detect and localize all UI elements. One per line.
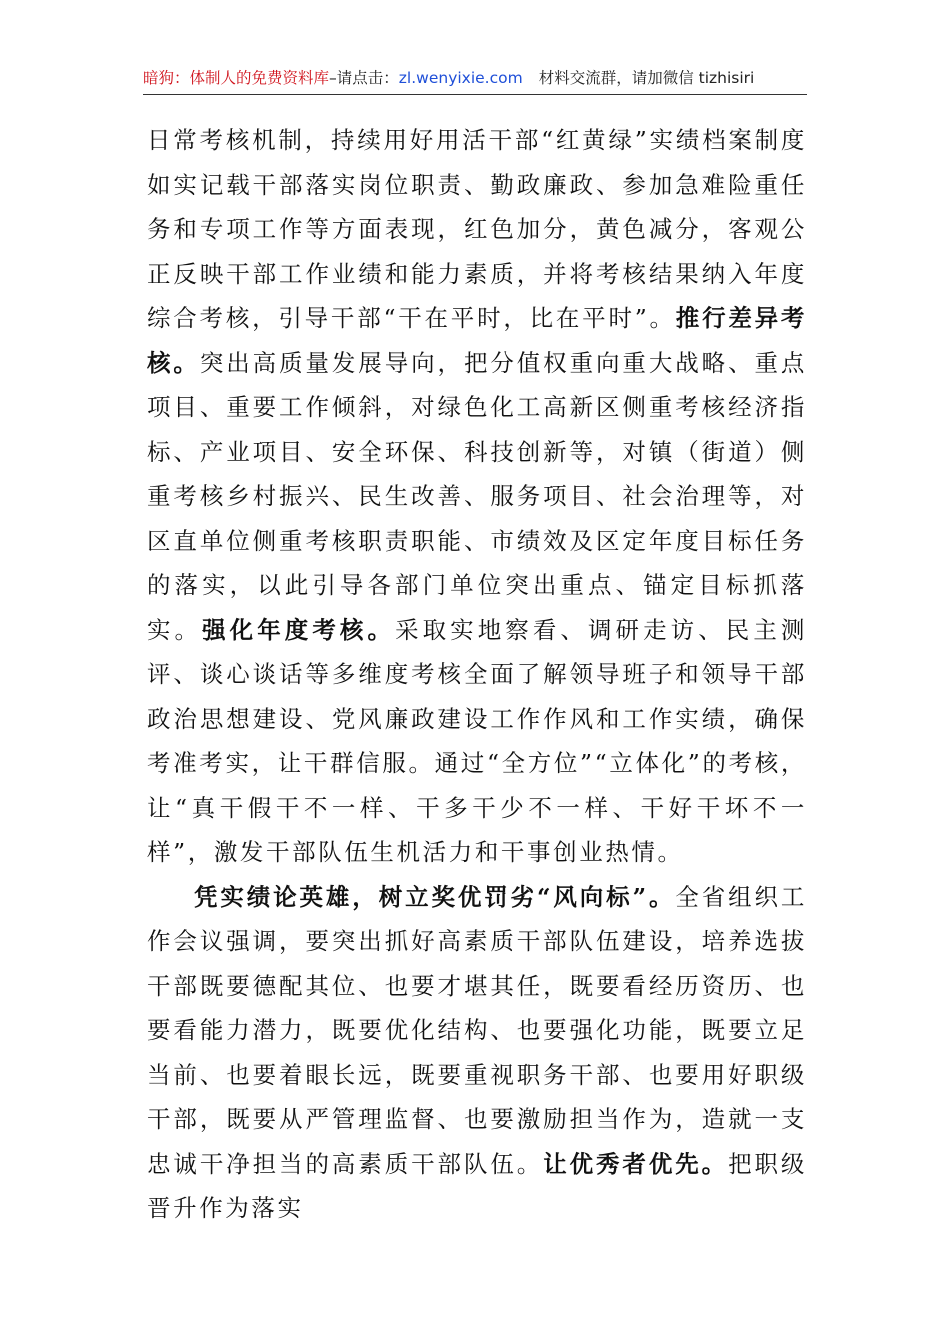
- bold-heading: 推行差异考核。: [147, 304, 807, 377]
- text-run: 突出高质量发展导向，把分值权重向重大战略、重点项目、重要工作倾斜，对绿色化工高新区侧重考核经济指标、产业项目、安全环保、科技创新等，对镇（街道）侧重考核乡村振兴、民生改善、服务项目、社会治理等，对区直单位侧重考核职责职能、市绩效及区定年度目标任务的落实，以此引导各部门单位突出重点、锚定目标抓落实。: [147, 348, 807, 644]
- bold-heading: 强化年度考核。: [202, 615, 396, 644]
- text-run: 全省组织工作会议强调，要突出抓好高素质干部队伍建设，培养选拔干部既要德配其位、也要才堪其任，既要看经历资历、也要看能力潜力，既要优化结构、也要强化功能，既要立足当前、也要着眼长远，既要重视职务干部、也要用好职级干部，既要从严管理监督、也要激励担当作为，造就一支忠诚干净担当的高素质干部队伍。: [147, 882, 808, 1178]
- page-header: [143, 66, 807, 95]
- text-run: 日常考核机制，持续用好用活干部“红黄绿”实绩档案制度如实记载干部落实岗位职责、勤政廉政、参加急难险重任务和专项工作等方面表现，红色加分，黄色减分，客观公正反映干部工作业绩和能力素质，并将考核结果纳入年度综合考核，引导干部“干在平时，比在平时”。: [147, 126, 807, 332]
- header-contact: 材料交流群，请加微信 tizhisiri: [538, 69, 755, 87]
- bold-heading: 让优秀者优先。: [543, 1149, 729, 1178]
- header-separator: –请点击：: [329, 69, 399, 87]
- header-brand: 暗狗：体制人的免费资料库: [143, 69, 330, 87]
- paragraph-2: [147, 875, 807, 1231]
- header-link[interactable]: zl.wenyixie.com: [398, 69, 523, 87]
- paragraph-1: [147, 118, 807, 875]
- document-body: [147, 118, 807, 1231]
- bold-heading: 凭实绩论英雄，树立奖优罚劣“风向标”。: [194, 882, 676, 911]
- text-run: 采取实地察看、调研走访、民主测评、谈心谈话等多维度考核全面了解领导班子和领导干部政治思想建设、党风廉政建设工作作风和工作实绩，确保考准考实，让干群信服。通过“全方位”“立体化”的考核，让“真干假干不一样、干多干少不一样、干好干坏不一样”，激发干部队伍生机活力和干事创业热情。: [147, 615, 808, 866]
- text-run: 把职级晋升作为落实: [147, 1149, 808, 1222]
